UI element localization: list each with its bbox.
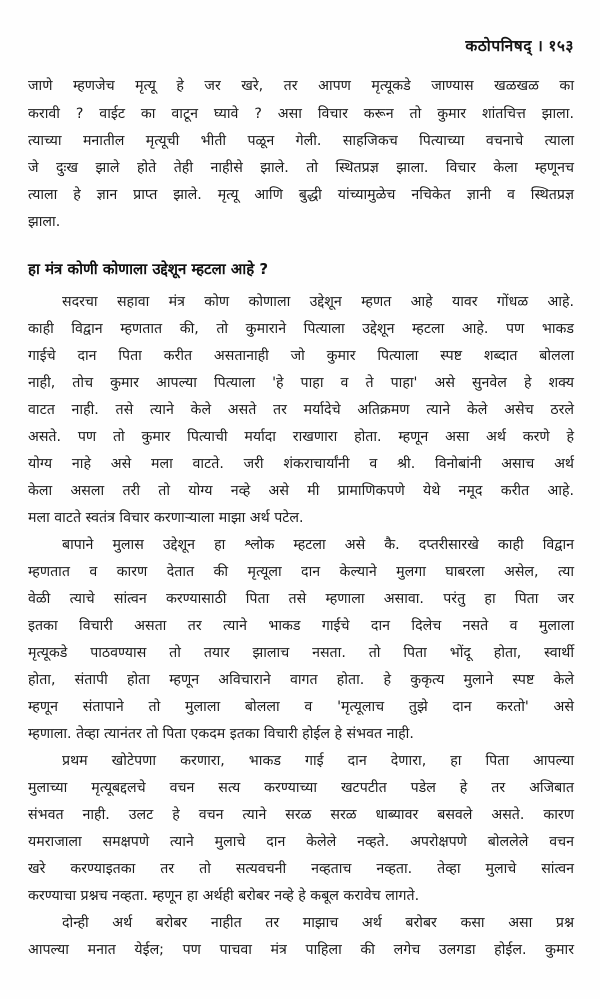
paragraph-1-line: जे दुःख झाले होते तेही नाहीसे झाले. तो स्थितप्रज्ञ झाला. विचार केला म्हणूनच <box>28 160 574 176</box>
paragraph-2-line: असते. पण तो कुमार पित्याची मर्यादा राखणारा होता. म्हणून असा अर्थ करणे हे <box>28 429 574 445</box>
paragraph-1-line: झाला. <box>28 214 61 230</box>
paragraph-3-line: मृत्यूकडे पाठवण्यास तो तयार झालाच नसता. तो पिता भोंदू होता, स्वार्थी <box>28 645 574 661</box>
paragraph-2-line: काही विद्वान म्हणतात की, तो कुमाराने पित्याला उद्देशून म्हटला आहे. पण भाकड <box>28 321 574 337</box>
paragraph-3-line: बापाने मुलास उद्देशून हा श्लोक म्हटला असे कै. दप्तरीसारखे काही विद्वान <box>62 537 574 553</box>
paragraph-4-line: यमराजाला समक्षपणे त्याने मुलाचे दान केलेले नव्हते. अपरोक्षपणे बोललेले वचन <box>28 834 574 850</box>
paragraph-2-line: सदरचा सहावा मंत्र कोण कोणाला उद्देशून म्हणत आहे यावर गोंधळ आहे. <box>62 294 574 310</box>
section-heading: हा मंत्र कोणी कोणाला उद्देशून म्हटला आहे ? <box>28 260 269 278</box>
paragraph-4-line: करण्याचा प्रश्नच नव्हता. म्हणून हा अर्थही बरोबर नव्हे हे कबूल करावेच लागते. <box>28 888 420 904</box>
paragraph-5-line: आपल्या मनात येईल; पण पाचवा मंत्र पाहिला की लगेच उलगडा होईल. कुमार <box>28 942 574 958</box>
paragraph-1-line: करावी ? वाईट का वाटून घ्यावे ? असा विचार करून तो कुमार शांतचित्त झाला. <box>28 106 574 122</box>
paragraph-4-line: संभवत नाही. उलट हे वचन त्याने सरळ सरळ धाब्यावर बसवले असते. कारण <box>28 807 574 823</box>
paragraph-5-line: दोन्ही अर्थ बरोबर नाहीत तर माझाच अर्थ बरोबर कसा असा प्रश्न <box>62 915 574 931</box>
paragraph-4-line: मुलाच्या मृत्यूबद्दलचे वचन सत्य करण्याच्या खटपटीत पडेल हे तर अजिबात <box>28 780 574 796</box>
paragraph-3-line: इतका विचारी असता तर त्याने भाकड गाईचे दान दिलेच नसते व मुलाला <box>28 618 574 634</box>
running-head-title: कठोपनिषद् <box>465 37 532 55</box>
paragraph-3-line: वेळी त्याचे सांत्वन करण्यासाठी पिता तसे म्हणाला असावा. परंतु हा पिता जर <box>28 591 574 607</box>
running-head-separator: । <box>536 37 544 55</box>
page-number: १५३ <box>548 37 574 55</box>
paragraph-2-line: नाही, तोच कुमार आपल्या पित्याला 'हे पाहा व ते पाहा' असे सुनवेल हे शक्य <box>28 375 574 391</box>
paragraph-1-line: जाणे म्हणजेच मृत्यू हे जर खरे, तर आपण मृत्यूकडे जाण्यास खळखळ का <box>28 78 574 94</box>
paragraph-3-line: म्हणतात व कारण देतात की मृत्यूला दान केल्याने मुलगा घाबरला असेल, त्या <box>28 564 574 580</box>
paragraph-3-line: म्हणून संतापाने तो मुलाला बोलला व 'मृत्यूलाच तुझे दान करतो' असे <box>28 699 574 715</box>
paragraph-2-line: वाटत नाही. तसे त्याने केले असते तर मर्यादेचे अतिक्रमण त्याने केले असेच ठरले <box>28 402 574 418</box>
paragraph-2-line: केला असला तरी तो योग्य नव्हे असे मी प्रामाणिकपणे येथे नमूद करीत आहे. <box>28 483 574 499</box>
paragraph-3-line: म्हणाला. तेव्हा त्यानंतर तो पिता एकदम इतका विचारी होईल हे संभवत नाही. <box>28 726 414 742</box>
paragraph-2-line: योग्य नाहे असे मला वाटते. जरी शंकराचार्यांनी व श्री. विनोबांनी असाच अर्थ <box>28 456 574 472</box>
paragraph-1-line: त्याच्या मनातील मृत्यूची भीती पळून गेली. साहजिकच पित्याच्या वचनाचे त्याला <box>28 133 574 149</box>
paragraph-4-line: खरे करण्याइतका तर तो सत्यवचनी नव्हताच नव्हता. तेव्हा मुलाचे सांत्वन <box>28 861 574 877</box>
paragraph-2-line: गाईचे दान पिता करीत असतानाही जो कुमार पित्याला स्पष्ट शब्दात बोलला <box>28 348 574 364</box>
paragraph-1-line: त्याला हे ज्ञान प्राप्त झाले. मृत्यू आणि बुद्धी यांच्यामुळेच नचिकेत ज्ञानी व स्थितप्रज्ञ <box>28 187 574 203</box>
paragraph-2-line: मला वाटते स्वतंत्र विचार करणाऱ्याला माझा अर्थ पटेल. <box>28 510 304 526</box>
paragraph-3-line: होता, संतापी होता म्हणून अविचाराने वागत होता. हे कुकृत्य मुलाने स्पष्ट केले <box>28 672 574 688</box>
running-head <box>465 34 574 56</box>
paragraph-4-line: प्रथम खोटेपणा करणारा, भाकड गाई दान देणारा, हा पिता आपल्या <box>62 753 574 769</box>
